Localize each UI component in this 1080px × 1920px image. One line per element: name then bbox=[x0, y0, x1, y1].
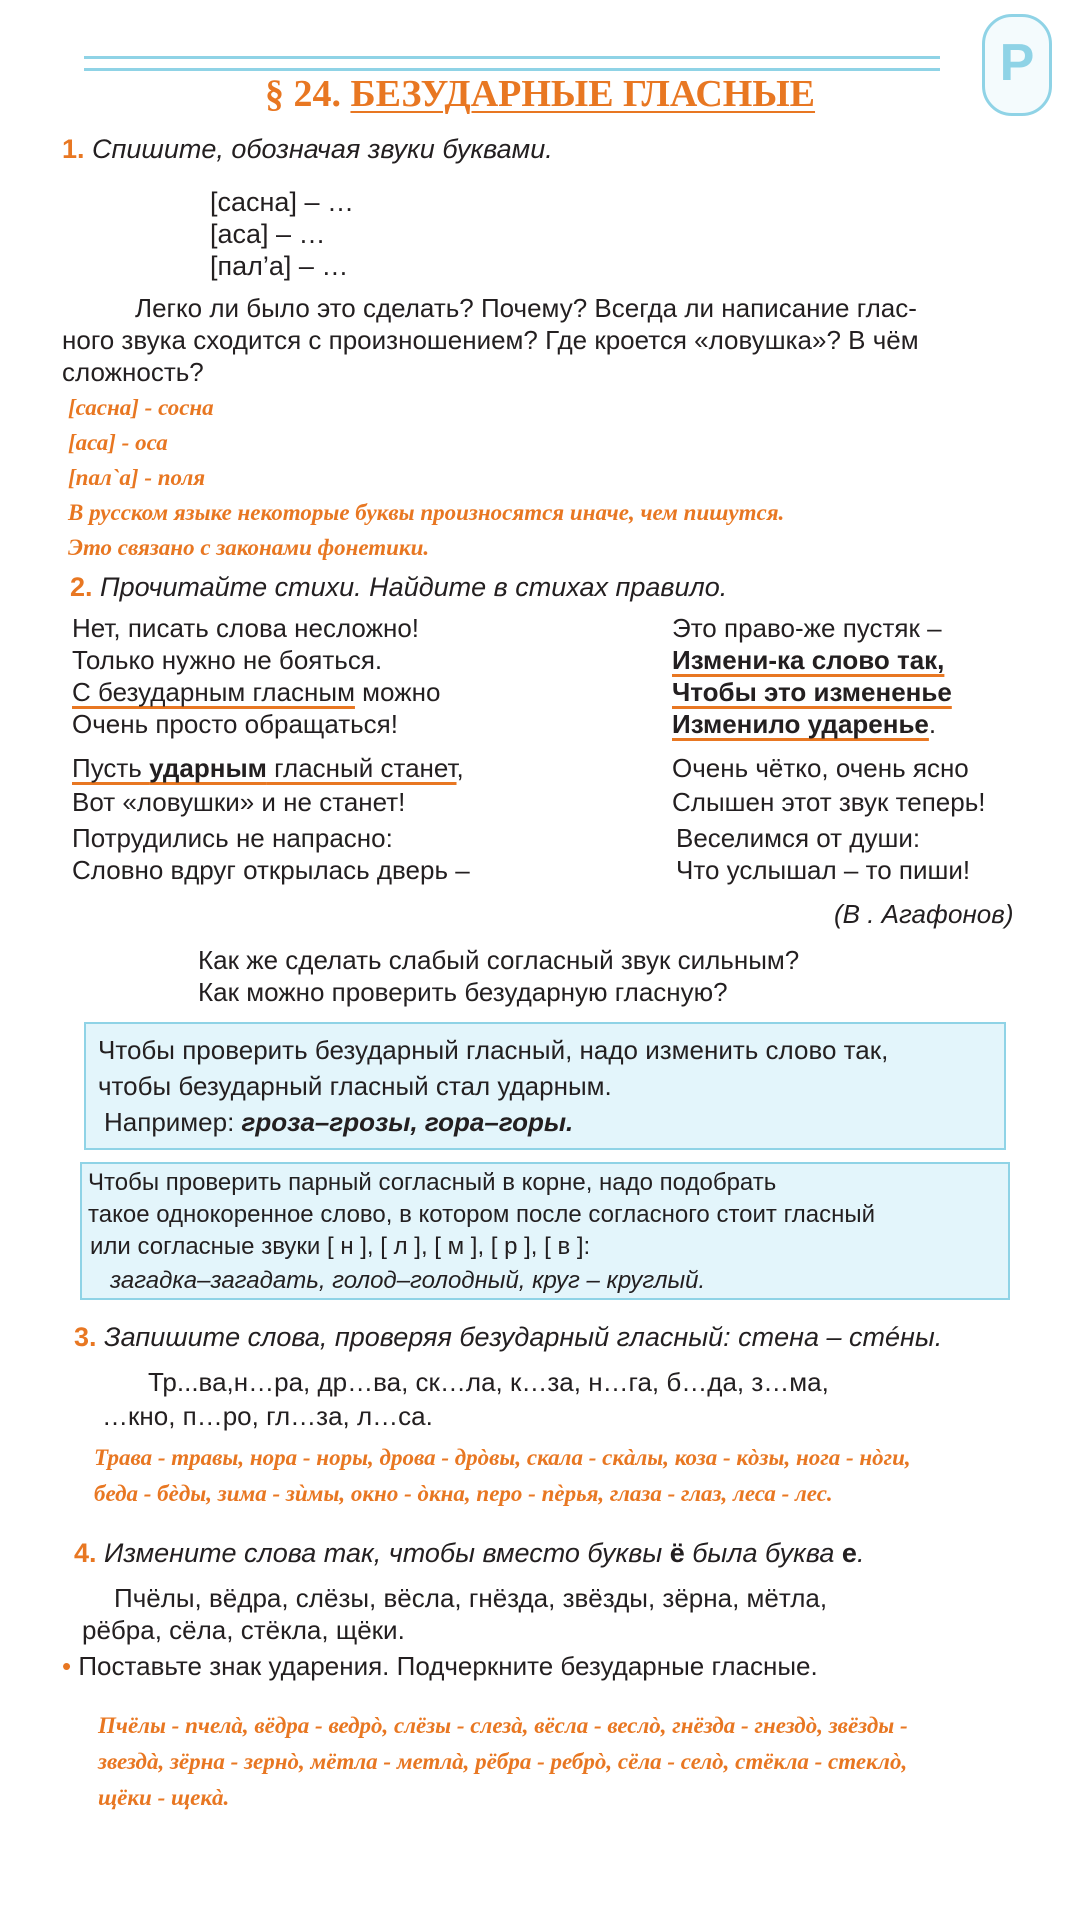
poem-left-line: Словно вдруг открылась дверь – bbox=[72, 855, 470, 885]
header-line-bottom bbox=[84, 68, 940, 71]
badge-letter: Р bbox=[999, 34, 1035, 92]
task4-words: Пчёлы, вёдра, слёзы, вёсла, гнёзда, звёзды, зёрна, мётла, bbox=[114, 1583, 828, 1613]
poem-left-line bbox=[72, 676, 440, 708]
task3-words: Тр...ва,н…ра, др…ва, ск…ла, к…за, н…га, б…да, з…ма, bbox=[148, 1367, 829, 1397]
task4-instruction-line bbox=[62, 1650, 818, 1682]
poem-left-line: Нет, писать слова несложно! bbox=[72, 613, 420, 643]
task3-heading bbox=[74, 1322, 942, 1353]
task2-number: 2. bbox=[70, 572, 93, 602]
task1-question: сложность? bbox=[62, 357, 204, 387]
task4-heading bbox=[74, 1538, 864, 1569]
poem-right-line: Слышен этот звук теперь! bbox=[672, 787, 986, 817]
poem-underlined bbox=[72, 753, 457, 783]
task4-answer: Пчёлы - пчелà, вёдра - ведрò, слёзы - слезà, вёсла - веслò, гнёзда - гнездò, звёзды - bbox=[98, 1713, 908, 1738]
task1-item: [сасна] – … bbox=[210, 187, 354, 217]
task4-text: . bbox=[856, 1538, 865, 1568]
task3-number: 3. bbox=[74, 1322, 97, 1352]
task1-question: ного звука сходится с произношением? Где кроется «ловушка»? В чём bbox=[62, 325, 919, 355]
rule-line: чтобы безударный гласный стал ударным. bbox=[98, 1071, 612, 1101]
poem-text: . bbox=[928, 709, 937, 739]
task3-text: Запишите слова, проверяя безударный гласный: стена – стéны. bbox=[104, 1322, 943, 1352]
task1-heading bbox=[62, 134, 553, 165]
task1-answer: [аса] - оса bbox=[68, 430, 168, 455]
poem-right-line: Что услышал – то пиши! bbox=[676, 855, 971, 885]
task1-question: Легко ли было это сделать? Почему? Всегда ли написание глас- bbox=[135, 293, 917, 323]
task1-item: [пал’а] – … bbox=[210, 251, 349, 281]
task4-instruction: Поставьте знак ударения. Подчеркните безударные гласные. bbox=[78, 1651, 818, 1681]
bullet-icon: • bbox=[62, 1651, 72, 1681]
rule-example: загадка–загадать, голод–голодный, круг – круглый. bbox=[110, 1267, 706, 1294]
poem-left-line: Потрудились не напрасно: bbox=[72, 823, 393, 853]
poem-right-line: Чтобы это измененье bbox=[672, 677, 952, 707]
task1-answer: [сасна] - сосна bbox=[68, 395, 214, 420]
task2-question: Как же сделать слабый согласный звук сильным? bbox=[198, 945, 800, 975]
title-number: § 24. bbox=[264, 73, 341, 115]
header-line-top bbox=[84, 56, 940, 59]
task3-words: …кно, п…ро, гл…за, л…са. bbox=[102, 1401, 433, 1431]
poem-left-line bbox=[72, 752, 464, 784]
task2-question: Как можно проверить безударную гласную? bbox=[198, 977, 728, 1007]
rule-line: Чтобы проверить парный согласный в корне, надо подобрать bbox=[88, 1169, 777, 1196]
task1-answer: [пал`а] - поля bbox=[68, 465, 206, 490]
task1-answer: В русском языке некоторые буквы произносятся иначе, чем пишутся. bbox=[68, 500, 785, 525]
task2-heading bbox=[70, 572, 727, 603]
poem-right-line: Очень чётко, очень ясно bbox=[672, 753, 969, 783]
poem-left-line: Очень просто обращаться! bbox=[72, 709, 398, 739]
poem-left-line: Вот «ловушки» и не станет! bbox=[72, 787, 406, 817]
task4-text: Измените слова так, чтобы вместо буквы bbox=[104, 1538, 670, 1568]
task4-answer: звездà, зёрна - зернò, мётла - метлà, рёбра - ребрò, сёла - селò, стёкла - стеклò, bbox=[98, 1749, 908, 1774]
rule-box-vowel bbox=[84, 1022, 1006, 1150]
task1-item: [аса] – … bbox=[210, 219, 326, 249]
rule-line: Чтобы проверить безударный гласный, надо изменить слово так, bbox=[98, 1035, 889, 1065]
task4-letter: ё bbox=[669, 1538, 685, 1568]
poem-author: (В . Агафонов) bbox=[834, 899, 1014, 929]
task4-number: 4. bbox=[74, 1538, 97, 1568]
task1-number: 1. bbox=[62, 134, 85, 164]
task3-answer: Трава - травы, нора - норы, дрова - дрòвы, скала - скàлы, коза - кòзы, нога - нòги, bbox=[94, 1445, 911, 1470]
task3-answer: беда - бèды, зима - зѝмы, окно - òкна, перо - пѐрья, глаза - глаз, леса - лес. bbox=[94, 1481, 833, 1506]
example-label: Например: bbox=[104, 1107, 242, 1137]
poem-left-line: Только нужно не бояться. bbox=[72, 645, 383, 675]
task2-text: Прочитайте стихи. Найдите в стихах правило. bbox=[100, 572, 728, 602]
poem-right-line: Это право-же пустяк – bbox=[672, 613, 942, 643]
task4-text: была буква bbox=[684, 1538, 842, 1568]
task1-answer: Это связано с законами фонетики. bbox=[68, 535, 430, 560]
page-title bbox=[0, 72, 1080, 116]
rule-line: такое однокоренное слово, в котором после согласного стоит гласный bbox=[88, 1201, 876, 1228]
rule-line: или согласные звуки [ н ], [ л ], [ м ], [ р ], [ в ]: bbox=[90, 1233, 591, 1260]
example-words: гроза–грозы, гора–горы. bbox=[241, 1107, 574, 1137]
task4-letter: е bbox=[841, 1538, 857, 1568]
poem-right-line: Измени-ка слово так, bbox=[672, 645, 945, 675]
poem-bold: ударным bbox=[149, 753, 267, 783]
poem-text: можно bbox=[354, 677, 441, 707]
task1-text: Спишите, обозначая звуки буквами. bbox=[92, 134, 553, 164]
poem-underlined: С безударным гласным bbox=[72, 677, 355, 707]
poem-text: гласный станет bbox=[266, 753, 457, 783]
poem-text: Пусть bbox=[72, 753, 150, 783]
task4-answer: щёки - щекà. bbox=[98, 1785, 230, 1810]
poem-text: , bbox=[456, 753, 464, 783]
poem-bold: Изменило ударенье bbox=[672, 709, 929, 739]
rule-box-consonant bbox=[80, 1162, 1010, 1300]
rule-example bbox=[104, 1106, 573, 1138]
poem-right-line bbox=[672, 708, 936, 740]
task4-words: рёбра, сёла, стёкла, щёки. bbox=[82, 1615, 405, 1645]
title-text: БЕЗУДАРНЫЕ ГЛАСНЫЕ bbox=[350, 73, 816, 115]
poem-right-line: Веселимся от души: bbox=[676, 823, 921, 853]
